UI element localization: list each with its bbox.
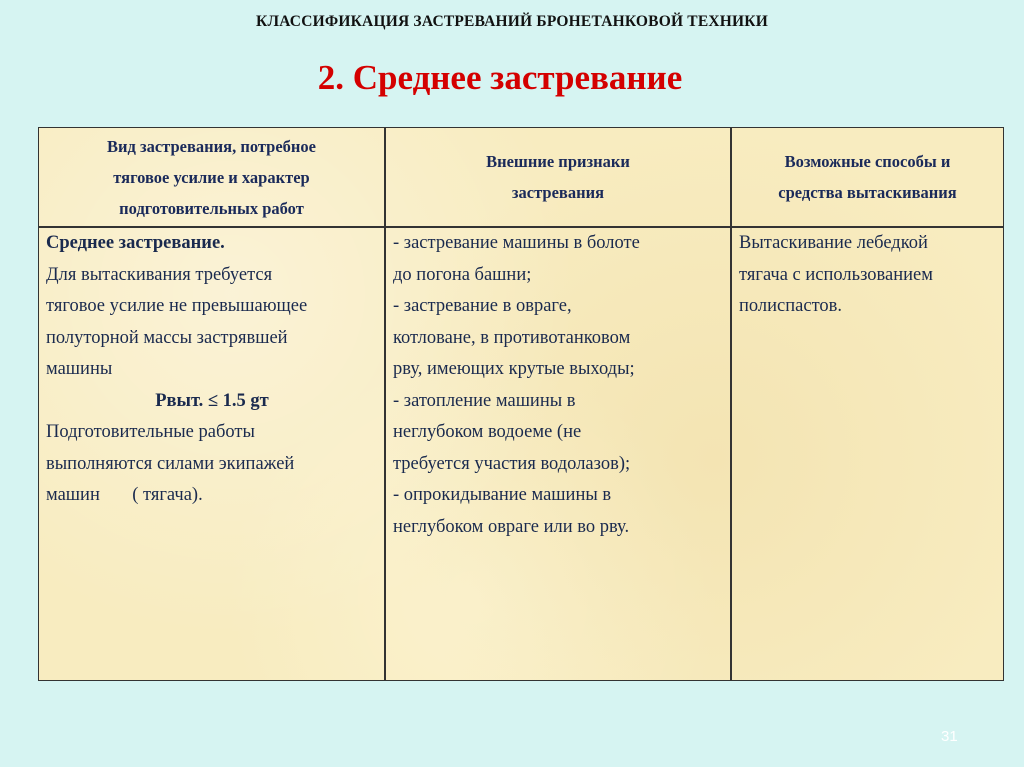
header-line: средства вытаскивания xyxy=(778,183,957,202)
cell-line: полиспастов. xyxy=(739,296,843,316)
cell-line: Вытаскивание лебедкой xyxy=(739,233,928,253)
cell-line: машин ( тягача). xyxy=(46,485,203,505)
header-line: Возможные способы и xyxy=(784,152,951,171)
cell-line: полуторной массы застрявшей xyxy=(46,327,288,348)
header-line: Вид застревания, потребное xyxy=(106,136,317,156)
body-cell-signs xyxy=(393,228,727,543)
cell-line: тягача с использованием xyxy=(739,264,933,285)
header-line: тяговое усилие и характер xyxy=(113,167,310,187)
cell-line: - застревание в овраге, xyxy=(393,296,572,316)
cell-line: машины xyxy=(46,359,113,379)
cell-heading: Среднее застревание. xyxy=(46,233,225,253)
header-cell-signs xyxy=(386,128,730,226)
body-cell-type xyxy=(46,228,378,512)
page-number: 31 xyxy=(941,728,958,745)
slide-header: КЛАССИФИКАЦИЯ ЗАСТРЕВАНИЙ БРОНЕТАНКОВОЙ ТЕХНИКИ xyxy=(256,13,768,30)
cell-line: Подготовительные работы xyxy=(46,422,255,442)
cell-line: неглубоком водоеме (не xyxy=(393,422,582,442)
header-line: застревания xyxy=(511,183,605,202)
cell-line: Для вытаскивания требуется xyxy=(46,264,273,285)
force-formula: Рвыт. ≤ 1.5 gт xyxy=(155,390,269,411)
cell-line: тяговое усилие не превышающее xyxy=(46,296,308,316)
header-cell-type xyxy=(39,128,384,226)
body-cell-methods xyxy=(739,228,1001,323)
classification-table xyxy=(38,127,1004,681)
cell-line: - застревание машины в болоте xyxy=(393,233,640,253)
cell-line: до погона башни; xyxy=(393,264,532,285)
cell-line: котловане, в противотанковом xyxy=(393,327,631,348)
header-cell-methods xyxy=(732,128,1003,226)
cell-line: неглубоком овраге или во рву. xyxy=(393,516,630,537)
header-line: Внешние признаки xyxy=(486,152,630,171)
cell-line: - опрокидывание машины в xyxy=(393,485,612,505)
cell-line: - затопление машины в xyxy=(393,390,576,411)
cell-line: рву, имеющих крутые выходы; xyxy=(393,359,635,379)
header-line: подготовительных работ xyxy=(119,198,304,218)
cell-line: требуется участия водолазов); xyxy=(393,453,631,474)
slide-title: 2. Среднее застревание xyxy=(317,58,683,97)
cell-line: выполняются силами экипажей xyxy=(46,453,295,474)
